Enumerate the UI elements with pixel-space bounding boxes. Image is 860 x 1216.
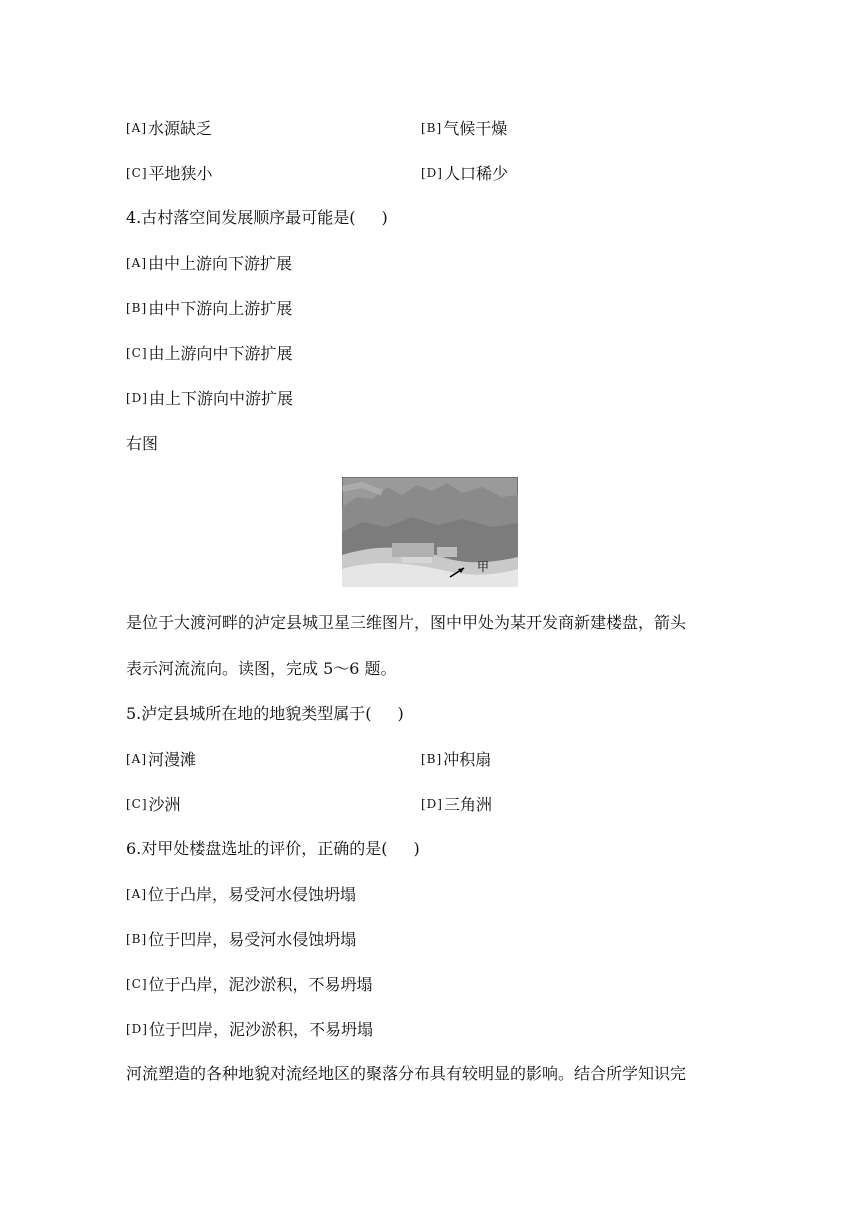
satellite-figure [342,477,518,587]
q4-option-c: [C]由上游向中下游扩展 [126,344,293,363]
figure-label-jia: 甲 [477,560,490,574]
q6-stem: 6.对甲处楼盘选址的评价，正确的是( ) [126,839,420,858]
q4-option-b: [B]由中下游向上游扩展 [126,299,293,318]
q4-option-a: [A]由中上游向下游扩展 [126,254,293,273]
q5-option-a: [A]河漫滩 [126,750,197,769]
q5-option-c: [C]沙洲 [126,795,181,814]
intro-line-2: 表示河流流向。读图，完成 5～6 题。 [126,659,397,678]
q5-option-b: [B]冲积扇 [421,750,492,769]
q3-option-a: [A]水源缺乏 [126,119,213,138]
closing-paragraph: 河流塑造的各种地貌对流经地区的聚落分布具有较明显的影响。结合所学知识完 [126,1064,687,1083]
q3-option-d: [D]人口稀少 [421,164,508,183]
q6-option-a: [A]位于凸岸，易受河水侵蚀坍塌 [126,885,357,904]
q4-option-d: [D]由上下游向中游扩展 [126,389,293,408]
q6-option-d: [D]位于凹岸，泥沙淤积，不易坍塌 [126,1020,373,1039]
satellite-image [342,477,518,587]
q3-option-c: [C]平地狭小 [126,164,213,183]
q6-option-b: [B]位于凹岸，易受河水侵蚀坍塌 [126,930,357,949]
q4-stem: 4.古村落空间发展顺序最可能是( ) [126,208,388,227]
q5-option-d: [D]三角洲 [421,795,492,814]
intro-lead: 右图 [126,434,159,453]
intro-line-1: 是位于大渡河畔的泸定县城卫星三维图片，图中甲处为某开发商新建楼盘，箭头 [126,613,687,632]
q3-option-b: [B]气候干燥 [421,119,508,138]
q6-option-c: [C]位于凸岸，泥沙淤积，不易坍塌 [126,975,373,994]
q5-stem: 5.泸定县城所在地的地貌类型属于( ) [126,704,404,723]
